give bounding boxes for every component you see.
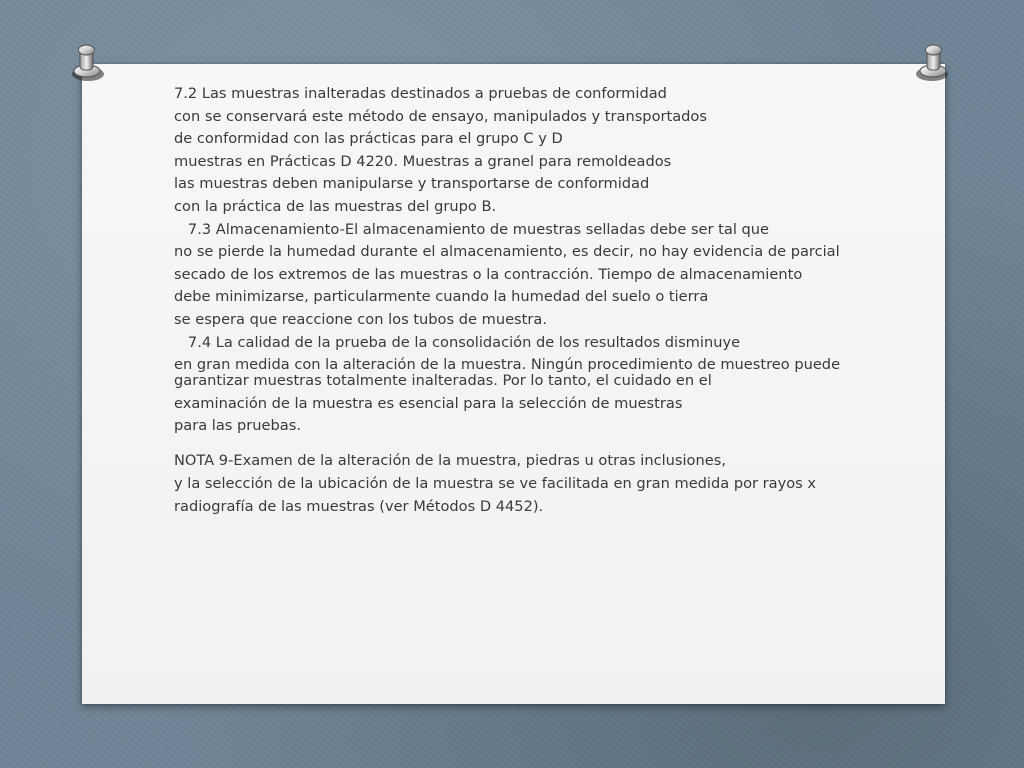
slide-text <box>174 86 864 515</box>
text-line: muestras en Prácticas D 4220. Muestras a granel para remoldeados <box>174 152 672 170</box>
text-line: examinación de la muestra es esencial para la selección de muestras <box>174 394 683 412</box>
text-line: 7.4 La calidad de la prueba de la consolidación de los resultados disminuye <box>174 333 741 351</box>
text-line: se espera que reaccione con los tubos de muestra. <box>174 310 547 328</box>
text-line: 7.3 Almacenamiento-El almacenamiento de muestras selladas debe ser tal que <box>174 220 770 238</box>
push-pin-right-icon <box>914 40 954 84</box>
text-line: con la práctica de las muestras del grupo B. <box>174 197 497 215</box>
push-pin-left-icon <box>66 40 106 84</box>
text-line: debe minimizarse, particularmente cuando la humedad del suelo o tierra <box>174 288 709 306</box>
text-line: las muestras deben manipularse y transportarse de conformidad <box>174 175 650 193</box>
text-line: de conformidad con las prácticas para el grupo C y D <box>174 130 563 148</box>
text-line: radiografía de las muestras (ver Métodos D 4452). <box>174 497 544 515</box>
text-line: en gran medida con la alteración de la muestra. Ningún procedimiento de muestreo puede garantizar muestras totalmente inalteradas. Por lo tanto, el cuidado en el <box>174 356 841 390</box>
text-line: y la selección de la ubicación de la muestra se ve facilitada en gran medida por rayos x <box>174 474 817 492</box>
text-line: no se pierde la humedad durante el almacenamiento, es decir, no hay evidencia de parcial <box>174 243 840 261</box>
text-line: 7.2 Las muestras inalteradas destinados a pruebas de conformidad <box>174 85 667 102</box>
text-line: NOTA 9-Examen de la alteración de la muestra, piedras u otras inclusiones, <box>174 452 726 470</box>
text-line: para las pruebas. <box>174 417 301 435</box>
text-line: secado de los extremos de las muestras o la contracción. Tiempo de almacenamiento <box>174 265 803 283</box>
text-line: con se conservará este método de ensayo, manipulados y transportados <box>174 107 707 125</box>
